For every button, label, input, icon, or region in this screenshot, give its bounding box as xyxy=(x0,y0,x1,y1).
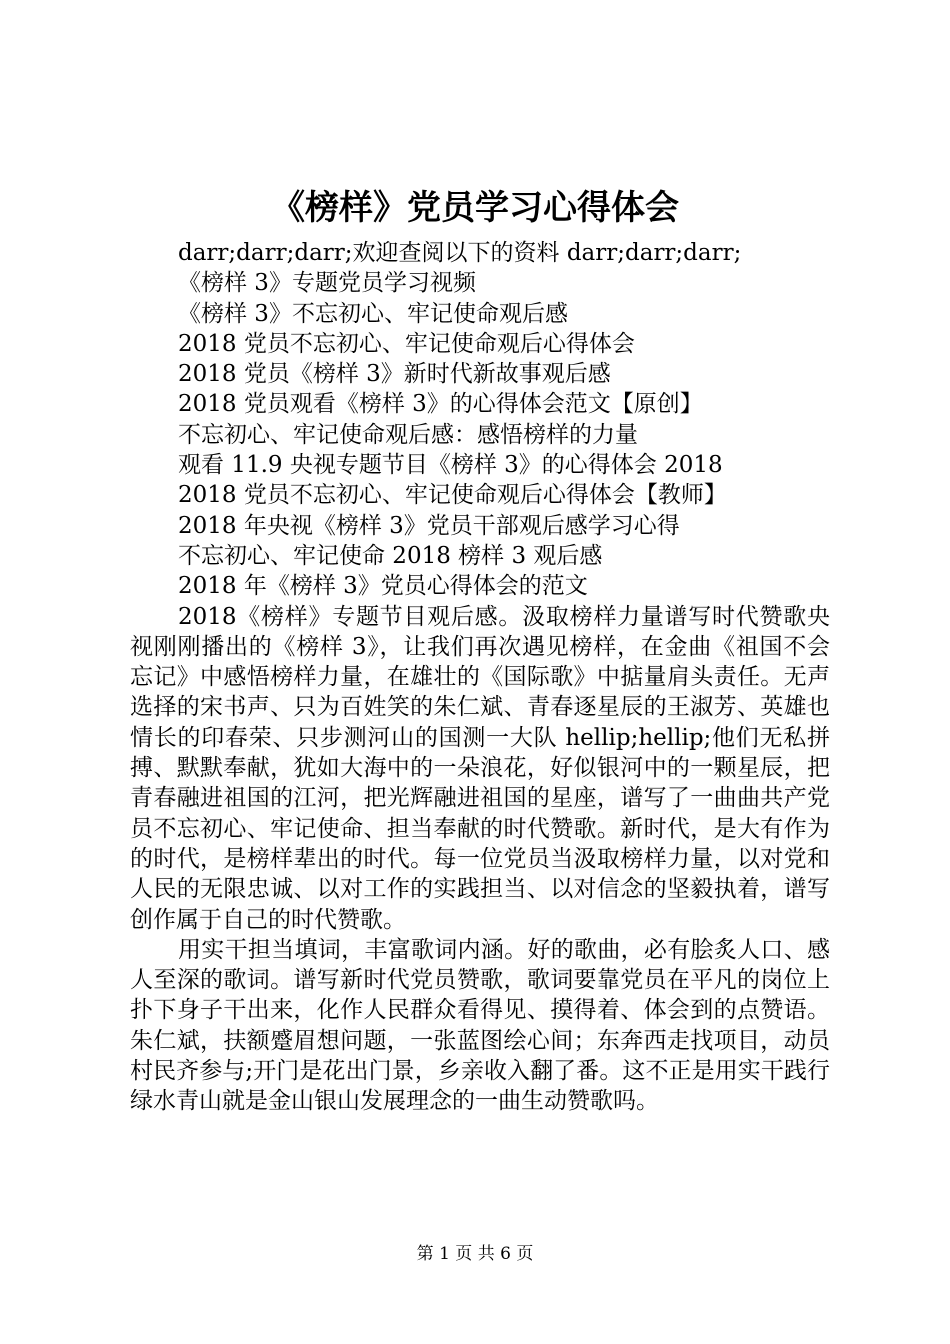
body-paragraph: 用实干担当填词，丰富歌词内涵。好的歌曲，必有脍炙人口、感人至深的歌词。谱写新时代党员赞歌，歌词要靠党员在平凡的岗位上扑下身子干出来，化作人民群众看得见、摸得着、体会到的点赞语。朱仁斌，扶额蹙眉想问题，一张蓝图绘心间；东奔西走找项目，动员村民齐参与;开门是花出门景，乡亲收入翻了番。这不正是用实干践行绿水青山就是金山银山发展理念的一曲生动赞歌吗。 xyxy=(130,936,830,1115)
list-item: 不忘初心、牢记使命观后感：感悟榜样的力量 xyxy=(178,421,638,448)
list-item: 《榜样 3》不忘初心、牢记使命观后感 xyxy=(178,300,568,327)
list-item: 2018 党员不忘初心、牢记使命观后心得体会 xyxy=(178,330,635,357)
list-item: darr;darr;darr;欢迎查阅以下的资料 darr;darr;darr; xyxy=(178,240,742,266)
list-item: 2018 党员观看《榜样 3》的心得体会范文【原创】 xyxy=(178,391,703,418)
document-title: 《榜样》党员学习心得体会 xyxy=(271,188,679,228)
list-item: 2018 年央视《榜样 3》党员干部观后感学习心得 xyxy=(178,512,680,539)
body-paragraph: 2018《榜样》专题节目观后感。汲取榜样力量谱写时代赞歌央视刚刚播出的《榜样 3》，让我们再次遇见榜样，在金曲《祖国不会忘记》中感悟榜样力量，在雄壮的《国际歌》中掂量肩头责任。无声选择的宋书声、只为百姓笑的朱仁斌、青春逐星辰的王淑芳、英雄也情长的印春荣、只步测河山的国测一大队 hellip;hellip;他们无私拼搏、默默奉献，犹如大海中的一朵浪花，好似银河中的一颗星辰，把青春融进祖国的江河，把光辉融进祖国的星座，谱写了一曲曲共产党员不忘初心、牢记使命、担当奉献的时代赞歌。新时代，是大有作为的时代，是榜样辈出的时代。每一位党员当汲取榜样力量，以对党和人民的无限忠诚、以对工作的实践担当、以对信念的坚毅执着，谱写创作属于自己的时代赞歌。 xyxy=(130,603,830,933)
document-body xyxy=(130,238,830,1117)
list-item: 观看 11.9 央视专题节目《榜样 3》的心得体会 2018 xyxy=(178,452,723,479)
list-item: 2018 党员不忘初心、牢记使命观后心得体会【教师】 xyxy=(178,482,727,509)
list-item: 2018 党员《榜样 3》新时代新故事观后感 xyxy=(178,361,611,388)
page-footer: 第 1 页 共 6 页 xyxy=(416,1244,534,1264)
list-item: 不忘初心、牢记使命 2018 榜样 3 观后感 xyxy=(178,542,603,569)
list-item: 2018 年《榜样 3》党员心得体会的范文 xyxy=(178,573,588,600)
list-item: 《榜样 3》专题党员学习视频 xyxy=(178,270,476,297)
